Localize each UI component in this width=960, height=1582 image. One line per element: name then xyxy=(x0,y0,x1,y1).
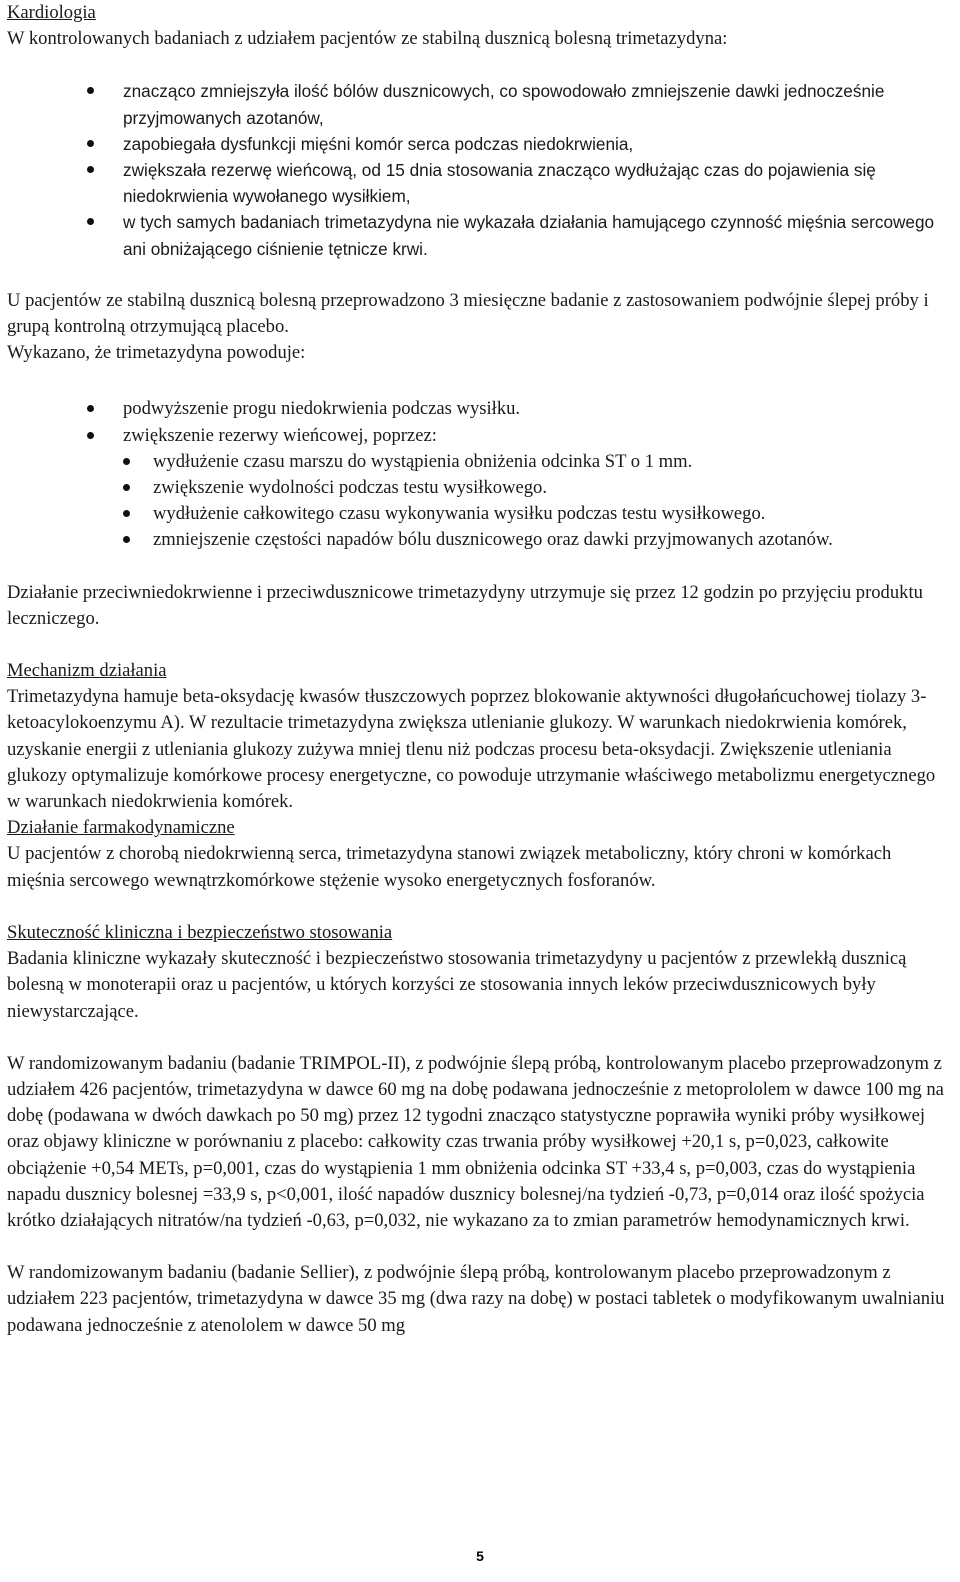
list-item: w tych samych badaniach trimetazydyna nie wykazała działania hamującego czynność mięśnia sercowego ani obniżającego ciśnienie tętnicze krwi. xyxy=(7,209,953,261)
results-list xyxy=(7,396,953,448)
effects-list xyxy=(7,78,953,261)
list-item: wydłużenie całkowitego czasu wykonywania wysiłku podczas testu wysiłkowego. xyxy=(7,501,953,527)
list-item: zwiększała rezerwę wieńcową, od 15 dnia stosowania znacząco wydłużając czas do pojawienia się niedokrwienia wywołanego wysiłkiem, xyxy=(7,157,953,209)
section-heading-cardiology: Kardiologia xyxy=(7,2,96,23)
pharmacodynamics-heading: Działanie farmakodynamiczne xyxy=(7,817,235,839)
mechanism-paragraph: Trimetazydyna hamuje beta-oksydację kwasów tłuszczowych poprzez blokowanie aktywności długołańcuchowej tiolazy 3-ketoacylokoenzymu A). W rezultacie trimetazydyna zwiększa utlenianie glukozy. W warunkach niedokrwienia komórek, uzyskanie energii z utleniania glukozy zużywa mniej tlenu niż podczas procesu beta-oksydacji. Zwiększenie utleniania glukozy optymalizuje komórkowe procesy energetyczne, co powoduje utrzymanie właściwego metabolizmu energetycznego w warunkach niedokrwienia komórek. xyxy=(7,686,936,813)
list-item: wydłużenie czasu marszu do wystąpienia obniżenia odcinka ST o 1 mm. xyxy=(7,449,953,475)
trimpol-paragraph: W randomizowanym badaniu (badanie TRIMPOL-II), z podwójnie ślepą próbą, kontrolowanym placebo przeprowadzonym z udziałem 426 pacjentów, trimetazydyna w dawce 60 mg na dobę podawana jednocześnie z metoprololem w dawce 100 mg na dobę (podawana w dwóch dawkach po 50 mg) przez 12 tygodni znacząco statystyczne poprawiła wyniki próby wysiłkowej oraz objawy kliniczne w porównaniu z placebo: całkowity czas trwania próby wysiłkowej +20,1 s, p=0,023, całkowite obciążenie +0,54 METs, p=0,001, czas do wystąpienia 1 mm obniżenia odcinka ST +33,4 s, p=0,003, czas do wystąpienia napadu dusznicy bolesnej =33,9 s, p˂0,001, ilość napadów dusznicy bolesnej/na tydzień -0,73, p=0,014 oraz ilość spożycia krótko działających nitratów/na tydzień -0,63, p=0,032, nie wykazano za to zmian parametrów hemodynamicznych krwi. xyxy=(7,1052,944,1231)
study-shown: Wykazano, że trimetazydyna powoduje: xyxy=(7,342,306,364)
document-page xyxy=(7,0,953,1339)
efficacy-heading: Skuteczność kliniczna i bezpieczeństwo stosowania xyxy=(7,921,393,943)
mechanism-heading: Mechanizm działania xyxy=(7,660,167,682)
sellier-paragraph: W randomizowanym badaniu (badanie Sellier), z podwójnie ślepą próbą, kontrolowanym placebo przeprowadzonym z udziałem 223 pacjentów, trimetazydyna w dawce 35 mg (dwa razy na dobę) w postaci tabletek o modyfikowanym uwalnianiu podawana jednocześnie z atenololem w dawce 50 mg xyxy=(7,1262,945,1336)
list-item: zwiększenie rezerwy wieńcowej, poprzez: xyxy=(7,423,953,449)
duration-paragraph: Działanie przeciwniedokrwienne i przeciwdusznicowe trimetazydyny utrzymuje się przez 12 godzin po przyjęciu produktu leczniczego. xyxy=(7,581,923,629)
study-description: U pacjentów ze stabilną dusznicą bolesną przeprowadzono 3 miesięczne badanie z zastosowaniem podwójnie ślepej próby i grupą kontrolną otrzymującą placebo. xyxy=(7,289,929,338)
list-item: zwiększenie wydolności podczas testu wysiłkowego. xyxy=(7,475,953,501)
list-item: zmniejszenie częstości napadów bólu dusznicowego oraz dawki przyjmowanych azotanów. xyxy=(7,527,953,553)
page-number: 5 xyxy=(476,1548,484,1564)
intro-paragraph: W kontrolowanych badaniach z udziałem pacjentów ze stabilną dusznicą bolesną trimetazydyna: xyxy=(7,28,728,50)
efficacy-paragraph: Badania kliniczne wykazały skuteczność i bezpieczeństwo stosowania trimetazydyny u pacjentów z przewlekłą dusznicą bolesną w monoterapii oraz u pacjentów, u których korzyści ze stosowania innych leków przeciwdusznicowych były niewystarczające. xyxy=(7,948,907,1022)
list-item: podwyższenie progu niedokrwienia podczas wysiłku. xyxy=(7,396,953,422)
pharmacodynamics-paragraph: U pacjentów z chorobą niedokrwienną serca, trimetazydyna stanowi związek metaboliczny, który chroni w komórkach mięśnia sercowego wewnątrzkomórkowe stężenie wysoko energetycznych fosforanów. xyxy=(7,843,892,891)
list-item: znacząco zmniejszyła ilość bólów dusznicowych, co spowodowało zmniejszenie dawki jednocześnie przyjmowanych azotanów, xyxy=(7,78,953,130)
results-sublist xyxy=(7,449,953,554)
list-item: zapobiegała dysfunkcji mięśni komór serca podczas niedokrwienia, xyxy=(7,131,953,157)
